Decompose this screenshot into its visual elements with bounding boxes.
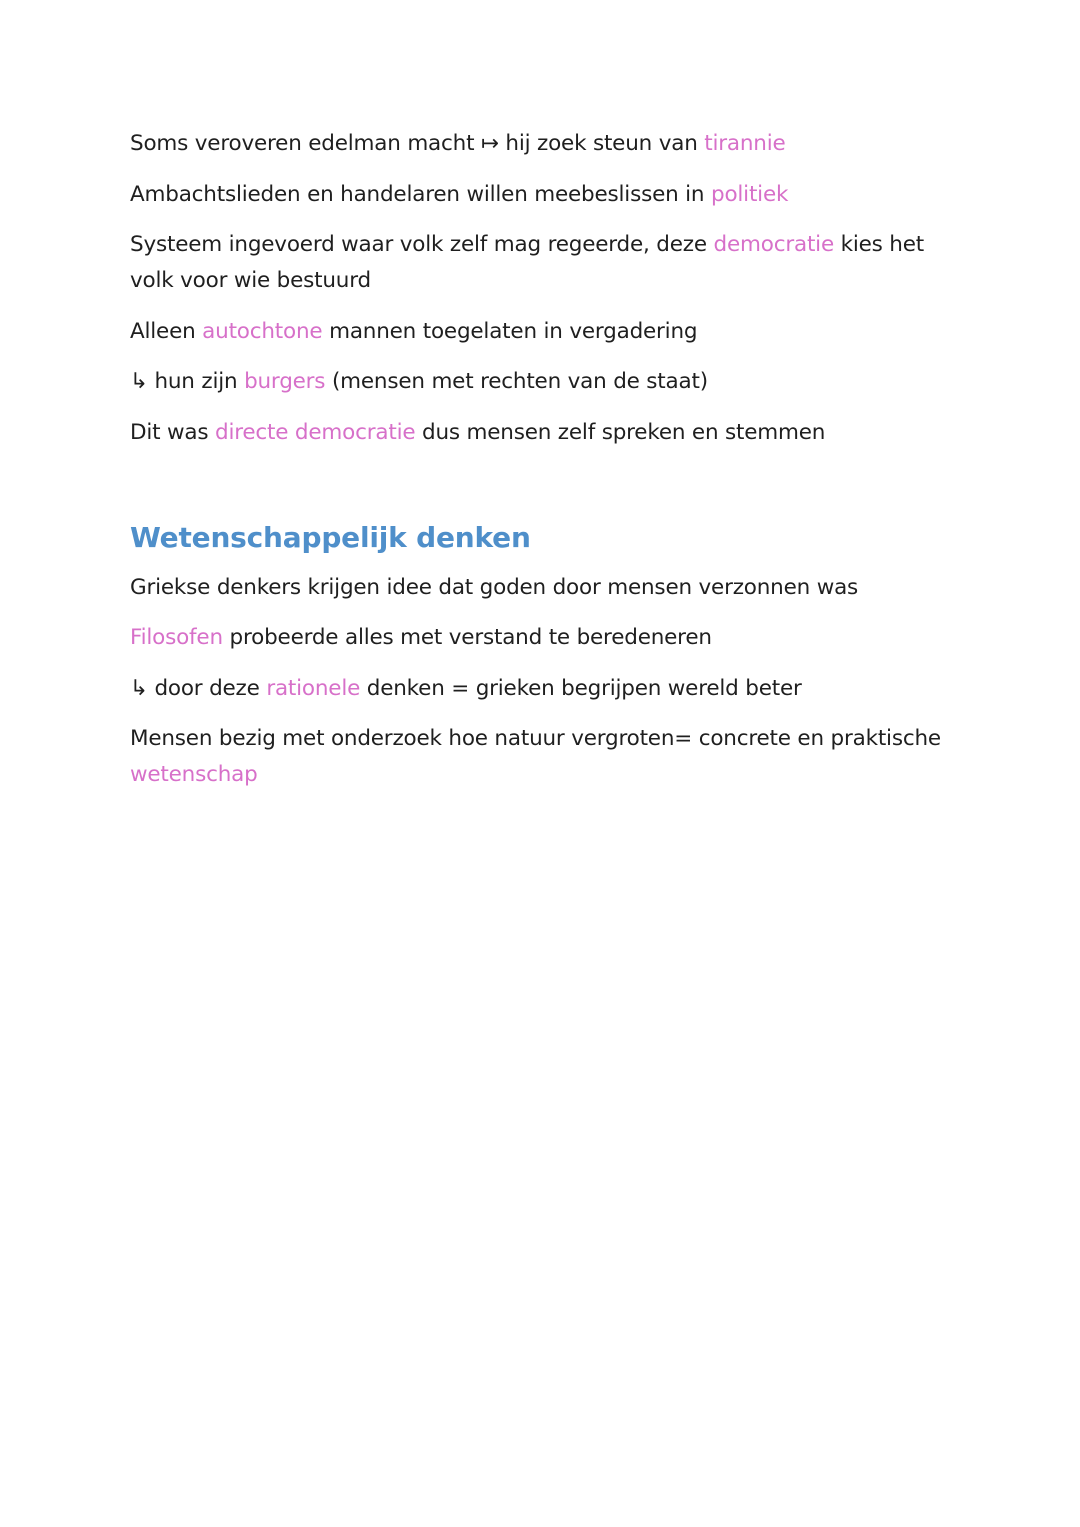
paragraph (130, 177, 950, 213)
paragraph (130, 126, 950, 162)
paragraph (130, 227, 950, 299)
highlighted-term: wetenschap (130, 762, 258, 787)
highlighted-term: directe democratie (215, 419, 416, 445)
highlighted-term: autochtone (202, 318, 323, 344)
text-run: probeerde alles met verstand te beredeneren (222, 625, 712, 650)
text-run: Mensen bezig met onderzoek hoe natuur vergroten= concrete en praktische (130, 726, 941, 751)
paragraph (130, 314, 950, 350)
text-run: Alleen (130, 318, 203, 344)
highlighted-term: burgers (244, 369, 326, 394)
highlighted-term: Filosofen (130, 625, 223, 650)
paragraph (130, 620, 950, 656)
section-democracy (130, 126, 950, 451)
section-scientific-thinking (130, 570, 950, 794)
text-run: denken = grieken begrijpen wereld beter (360, 675, 802, 701)
highlighted-term: politiek (711, 181, 789, 207)
text-run: kies het volk voor wie bestuurd (130, 232, 924, 293)
paragraph (130, 364, 950, 400)
text-run: ↳ hun zijn (130, 369, 245, 394)
paragraph (130, 671, 950, 707)
text-run: Ambachtslieden en handelaren willen meebeslissen in (130, 181, 711, 207)
section-heading: Wetenschappelijk denken (130, 520, 531, 554)
text-run: dus mensen zelf spreken en stemmen (415, 419, 826, 445)
highlighted-term: rationele (266, 675, 361, 701)
highlighted-term: tirannie (704, 131, 786, 156)
paragraph (130, 721, 950, 793)
highlighted-term: democratie (713, 232, 834, 257)
document-page (130, 126, 950, 808)
text-run: Griekse denkers krijgen idee dat goden door mensen verzonnen was (130, 574, 859, 600)
paragraph (130, 570, 950, 606)
text-run: mannen toegelaten in vergadering (322, 318, 698, 344)
text-run: Soms veroveren edelman macht ↦ hij zoek steun van (130, 131, 705, 156)
text-run: ↳ door deze (130, 675, 267, 701)
text-run: Dit was (130, 419, 215, 445)
text-run: (mensen met rechten van de staat) (325, 369, 708, 394)
paragraph (130, 415, 950, 451)
text-run: Systeem ingevoerd waar volk zelf mag regeerde, deze (130, 232, 714, 257)
